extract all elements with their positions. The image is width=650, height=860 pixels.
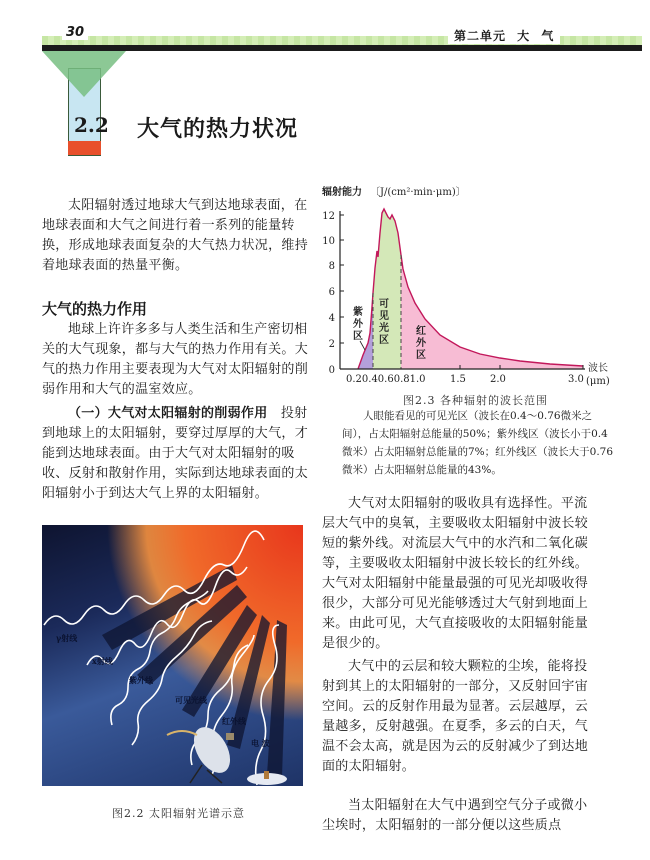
subsection-heading: 大气的热力作用 bbox=[42, 300, 148, 318]
svg-text:2.0: 2.0 bbox=[490, 374, 506, 385]
y-tick-labels bbox=[322, 211, 344, 376]
scattering-paragraph bbox=[322, 796, 594, 836]
section-badge-red-bar bbox=[68, 141, 101, 155]
svg-text:10: 10 bbox=[322, 236, 335, 247]
unit-title: 第二单元 大 气 bbox=[448, 27, 560, 44]
section-badge-triangle bbox=[42, 51, 126, 97]
intro-paragraph bbox=[42, 196, 312, 276]
svg-text:0: 0 bbox=[328, 365, 335, 376]
chart-svg bbox=[320, 183, 620, 388]
svg-text:外: 外 bbox=[416, 338, 426, 349]
label-gamma-ray: γ射线 bbox=[56, 633, 78, 643]
label-ultraviolet: 紫外线 bbox=[129, 675, 153, 685]
label-x-ray: x射线 bbox=[92, 656, 113, 666]
intro-text: 太阳辐射透过地球大气到达地球表面，在地球表面和大气之间进行着一系列的能量转换，形成地球表面复杂的大气热力状况，维持着地球表面的热量平衡。 bbox=[42, 198, 309, 273]
subsection-paragraph-1 bbox=[42, 320, 312, 400]
figure-2-3-note bbox=[342, 407, 618, 479]
svg-text:12: 12 bbox=[322, 211, 335, 222]
svg-text:6: 6 bbox=[328, 287, 335, 298]
svg-text:可: 可 bbox=[379, 299, 389, 310]
svg-text:2: 2 bbox=[328, 339, 335, 350]
svg-text:8: 8 bbox=[328, 261, 335, 272]
svg-text:1.5: 1.5 bbox=[450, 374, 466, 385]
point1-text: 投射到地球上的太阳辐射，要穿过厚厚的大气，才能到达地球表面。由于大气对太阳辐射的吸收、反射和散射作用，实际到达地球表面的太阳辐射小于到达大气上界的太阳辐射。 bbox=[42, 406, 309, 501]
svg-text:紫: 紫 bbox=[353, 307, 363, 318]
scattering-text: 当太阳辐射在大气中遇到空气分子或微小尘埃时，太阳辐射的一部分便以这些质点 bbox=[322, 798, 588, 833]
label-infrared: 红外线 bbox=[222, 716, 246, 726]
point1-paragraph bbox=[42, 404, 312, 504]
svg-text:4: 4 bbox=[328, 313, 335, 324]
svg-text:0.20.40.60.81.0: 0.20.40.60.81.0 bbox=[346, 374, 426, 385]
svg-text:外: 外 bbox=[353, 319, 363, 330]
svg-text:区: 区 bbox=[416, 350, 426, 361]
uv-label-pointer bbox=[360, 341, 365, 350]
label-visible-light: 可见光线 bbox=[175, 695, 207, 705]
absorption-paragraph bbox=[322, 494, 594, 654]
section-title: 大气的热力状况 bbox=[137, 116, 299, 142]
svg-text:(μm): (μm) bbox=[586, 376, 610, 387]
label-radio-wave: 电 波 bbox=[251, 738, 270, 748]
svg-text:区: 区 bbox=[353, 331, 363, 342]
figure-2-2-caption: 图2.2 太阳辐射光谱示意 bbox=[112, 807, 245, 820]
svg-text:波长: 波长 bbox=[588, 363, 608, 374]
y-axis-unit: 〔J/(cm²·min·μm)〕 bbox=[370, 187, 466, 198]
absorption-text: 大气对太阳辐射的吸收具有选择性。平流层大气中的臭氧，主要吸收太阳辐射中波长较短的紫外线。对流层大气中的水汽和二氧化碳等，主要吸收太阳辐射中波长较长的红外线。大气对太阳辐射中能量最强的可见光却吸收得很少，大部分可见光能够透过大气射到地面上来。由此可见，大气直接吸收的太阳辐射能量是很少的。 bbox=[322, 496, 589, 651]
figure-2-3-note-text: 人眼能看见的可见光区（波长在0.4～0.76微米之间），占太阳辐射总能量的50%；紫外线区（波长小于0.4微米）占太阳辐射总能量的7%；红外线区（波长大于0.76微米）占太阳辐射总能量的43%。 bbox=[342, 410, 614, 476]
solar-spectrum-illustration bbox=[42, 525, 303, 786]
svg-text:区: 区 bbox=[379, 335, 389, 346]
radiation-wavelength-chart bbox=[320, 183, 620, 388]
subsection-para1-text: 地球上许许多多与人类生活和生产密切相关的大气现象，都与大气的热力作用有关。大气的热力作用主要表现为大气对太阳辐射的削弱作用和大气的温室效应。 bbox=[42, 322, 309, 397]
svg-text:见: 见 bbox=[379, 311, 389, 322]
point1-heading: （一）大气对太阳辐射的削弱作用 bbox=[68, 406, 268, 421]
header-black-band bbox=[42, 45, 642, 51]
figure-2-3-caption: 图2.3 各种辐射的波长范围 bbox=[403, 394, 548, 407]
svg-text:3.0: 3.0 bbox=[568, 374, 584, 385]
svg-text:光: 光 bbox=[379, 323, 389, 334]
page-number: 30 bbox=[62, 25, 88, 40]
svg-text:红: 红 bbox=[416, 326, 426, 337]
infrared-region bbox=[401, 255, 583, 369]
section-number: 2.2 bbox=[74, 113, 109, 137]
reflection-text: 大气中的云层和较大颗粒的尘埃，能将投射到其上的太阳辐射的一部分，又反射回宇宙空间。云的反射作用最为显著。云层越厚，云量越多，反射越强。在夏季，多云的白天，气温不会太高，就是因为云的反射减少了到达地面的太阳辐射。 bbox=[322, 659, 589, 774]
reflection-paragraph bbox=[322, 657, 594, 777]
y-axis-label: 辐射能力 bbox=[322, 187, 362, 198]
